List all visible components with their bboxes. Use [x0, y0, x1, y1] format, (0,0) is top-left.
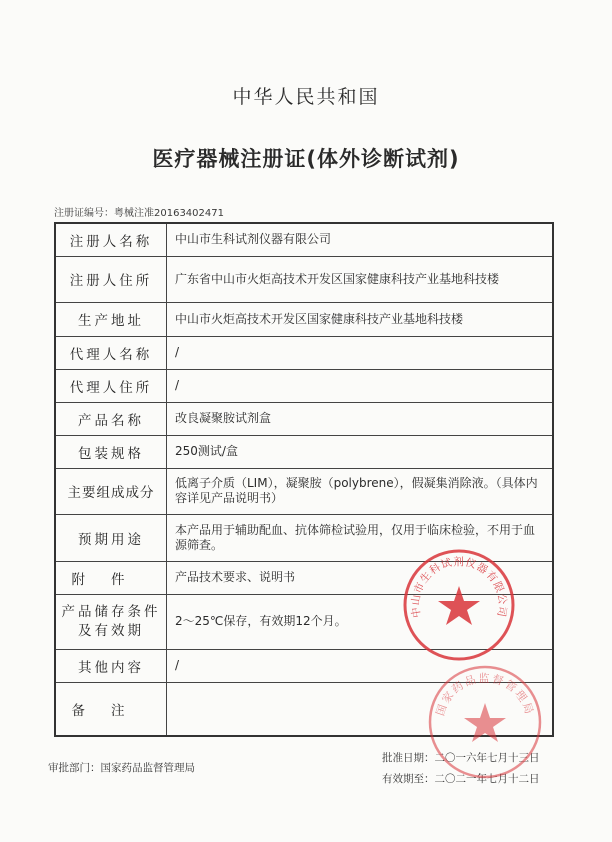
row-value: 低离子介质（LIM），凝聚胺（polybrene），假凝集消除液。（具体内容详见产品说明书） — [167, 468, 554, 514]
row-registrant-name — [55, 223, 553, 256]
row-label: 备注 — [55, 682, 167, 736]
valid-until-date: 有效期至：二〇二一年七月十二日 — [382, 773, 540, 785]
row-agent-address — [55, 369, 553, 402]
row-value: 中山市生科试剂仪器有限公司 — [167, 223, 554, 256]
row-value: 改良凝聚胺试剂盒 — [167, 402, 554, 435]
row-registrant-address — [55, 256, 553, 302]
row-value: / — [167, 649, 554, 682]
row-label: 主要组成成分 — [55, 468, 167, 514]
row-label: 预期用途 — [55, 514, 167, 561]
agency-seal-text: 国家药品监督管理局 — [433, 671, 537, 718]
row-value: 本产品用于辅助配血、抗体筛检试验用，仅用于临床检验，不用于血源筛查。 — [167, 514, 554, 561]
row-package-spec — [55, 435, 553, 468]
row-production-address — [55, 302, 553, 336]
row-value: 广东省中山市火炬高技术开发区国家健康科技产业基地科技楼 — [167, 256, 554, 302]
row-value: / — [167, 336, 554, 369]
row-value: 产品技术要求、说明书 — [167, 561, 554, 594]
country-heading: 中华人民共和国 — [232, 86, 380, 108]
row-value: / — [167, 369, 554, 402]
row-label: 附件 — [55, 561, 167, 594]
approval-date: 批准日期：二〇一六年七月十三日 — [382, 752, 540, 764]
certificate-title: 医疗器械注册证(体外诊断试剂) — [152, 147, 460, 171]
row-agent-name — [55, 336, 553, 369]
row-label: 生产地址 — [55, 302, 167, 336]
row-label: 代理人名称 — [55, 336, 167, 369]
company-seal-text: 中山市生科试剂仪器有限公司 — [409, 556, 509, 619]
company-seal-stamp — [402, 548, 516, 662]
approval-department: 审批部门：国家药品监督管理局 — [48, 762, 195, 774]
agency-seal-stamp — [426, 663, 544, 781]
row-label: 其他内容 — [55, 649, 167, 682]
row-label: 产品储存条件及有效期 — [55, 594, 167, 649]
registration-number: 注册证编号：粤械注准20163402471 — [54, 208, 224, 219]
row-label: 包装规格 — [55, 435, 167, 468]
star-icon — [464, 703, 506, 742]
row-value: 250测试/盒 — [167, 435, 554, 468]
row-product-name — [55, 402, 553, 435]
row-label: 注册人名称 — [55, 223, 167, 256]
row-value: 2～25℃保存，有效期12个月。 — [167, 594, 554, 649]
row-main-components — [55, 468, 553, 514]
row-label: 注册人住所 — [55, 256, 167, 302]
row-value: 中山市火炬高技术开发区国家健康科技产业基地科技楼 — [167, 302, 554, 336]
row-label: 产品名称 — [55, 402, 167, 435]
row-label: 代理人住所 — [55, 369, 167, 402]
star-icon — [438, 586, 480, 625]
